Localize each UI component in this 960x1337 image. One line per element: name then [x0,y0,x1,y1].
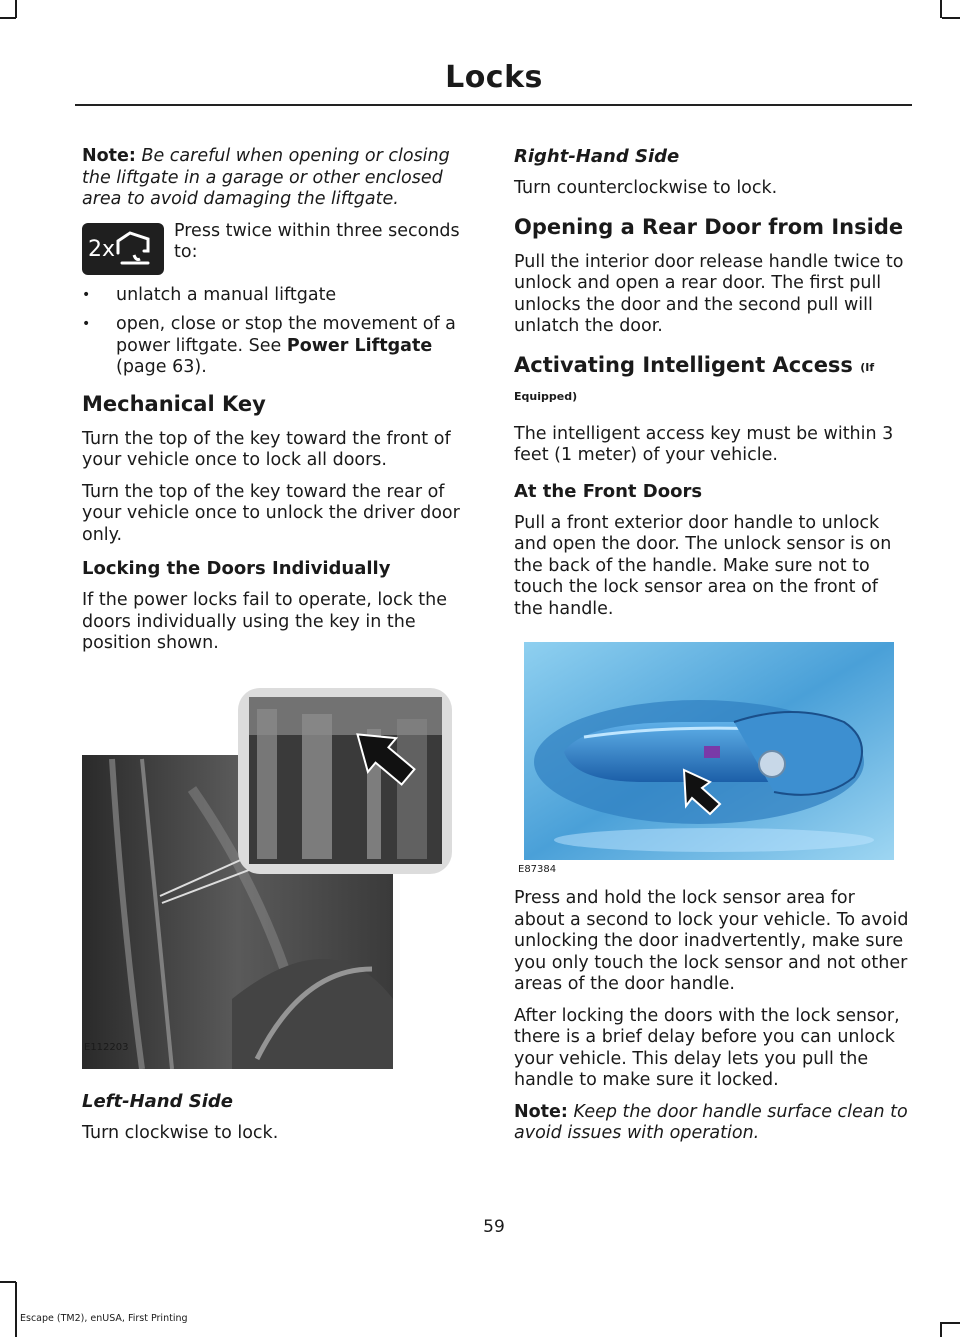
right-column [514,146,909,1155]
press-twice-row [82,221,477,275]
intelligent-access-text: The intelligent access key must be within 3 feet (1 meter) of your vehicle. [514,423,894,465]
handle-note [514,1102,909,1145]
note-label: Note: [514,1101,568,1122]
mechanical-key-heading: Mechanical Key [82,391,266,416]
rear-door-text: Pull the interior door release handle twice to unlock and open a rear door. The first pull unlocks the door and the second pull will unlatch the door. [514,251,904,336]
after-locking-text: After locking the doors with the lock sensor, there is a brief delay before you can unlock your vehicle. This delay lets you pull the handle to make sure it locked. [514,1005,900,1090]
liftgate-2x-icon [82,223,164,275]
list-item: • unlatch a manual liftgate [82,285,477,307]
icon-2x-text: 2x [88,236,116,262]
press-twice-text: Press twice within three seconds to: [174,220,460,262]
page-title: Locks [445,60,543,95]
header-rule [75,104,912,106]
front-doors-text: Pull a front exterior door handle to unlock and open the door. The unlock sensor is on the back of the handle. Make sure not to touch the lock sensor area on the front of the handle. [514,512,892,619]
if-equipped: (If Equipped) [514,360,875,403]
figure-code: E112203 [84,1041,129,1053]
left-hand-side-text: Turn clockwise to lock. [82,1122,279,1143]
liftgate-note [82,146,477,211]
list-item: • open, close or stop the movement of a power liftgate. See Power Liftgate (page 63). [82,314,477,379]
mechanical-key-p2: Turn the top of the key toward the rear of your vehicle once to unlock the driver door only. [82,481,460,545]
note-text: Be careful when opening or closing the liftgate in a garage or other enclosed area to avoid damaging the liftgate. [82,146,450,209]
page-number: 59 [483,1217,505,1237]
right-hand-side-heading: Right-Hand Side [514,146,680,167]
left-hand-side-heading: Left-Hand Side [82,1090,233,1112]
door-handle-figure [514,642,909,878]
crop-mark [940,0,942,18]
right-hand-side-text: Turn counterclockwise to lock. [514,178,778,198]
intelligent-access-heading: Activating Intelligent Access (If Equipped) [514,352,875,403]
figure-code: E87384 [518,864,557,875]
power-liftgate-ref[interactable]: Power Liftgate [286,335,433,356]
mechanical-key-p1: Turn the top of the key toward the front of your vehicle once to lock all doors. [82,428,451,470]
door-lock-illustration [82,669,477,1069]
door-handle-illustration [524,642,894,860]
crop-mark [942,17,960,19]
note-label: Note: [82,146,136,166]
print-info: Escape (TM2), enUSA, First Printing [20,1313,188,1324]
note-text: Keep the door handle surface clean to avoid issues with operation. [514,1101,908,1143]
crop-mark [942,1322,960,1324]
left-column [82,146,477,1154]
door-key-figure [82,669,477,1069]
locking-individually-text: If the power locks fail to operate, lock the doors individually using the key in the position shown. [82,590,447,653]
liftgate-bullets [82,285,477,379]
crop-mark [0,1281,16,1283]
press-hold-text: Press and hold the lock sensor area for about a second to lock your vehicle. To avoid unlocking the door inadvertently, make sure you only touch the lock sensor and not other areas of the door handle. [514,888,909,994]
front-doors-heading: At the Front Doors [514,480,703,502]
crop-mark [15,1282,17,1337]
crop-mark [940,1322,942,1337]
rear-door-heading: Opening a Rear Door from Inside [514,214,904,239]
locking-individually-heading: Locking the Doors Individually [82,558,391,579]
crop-mark [15,0,17,18]
crop-mark [0,17,16,19]
